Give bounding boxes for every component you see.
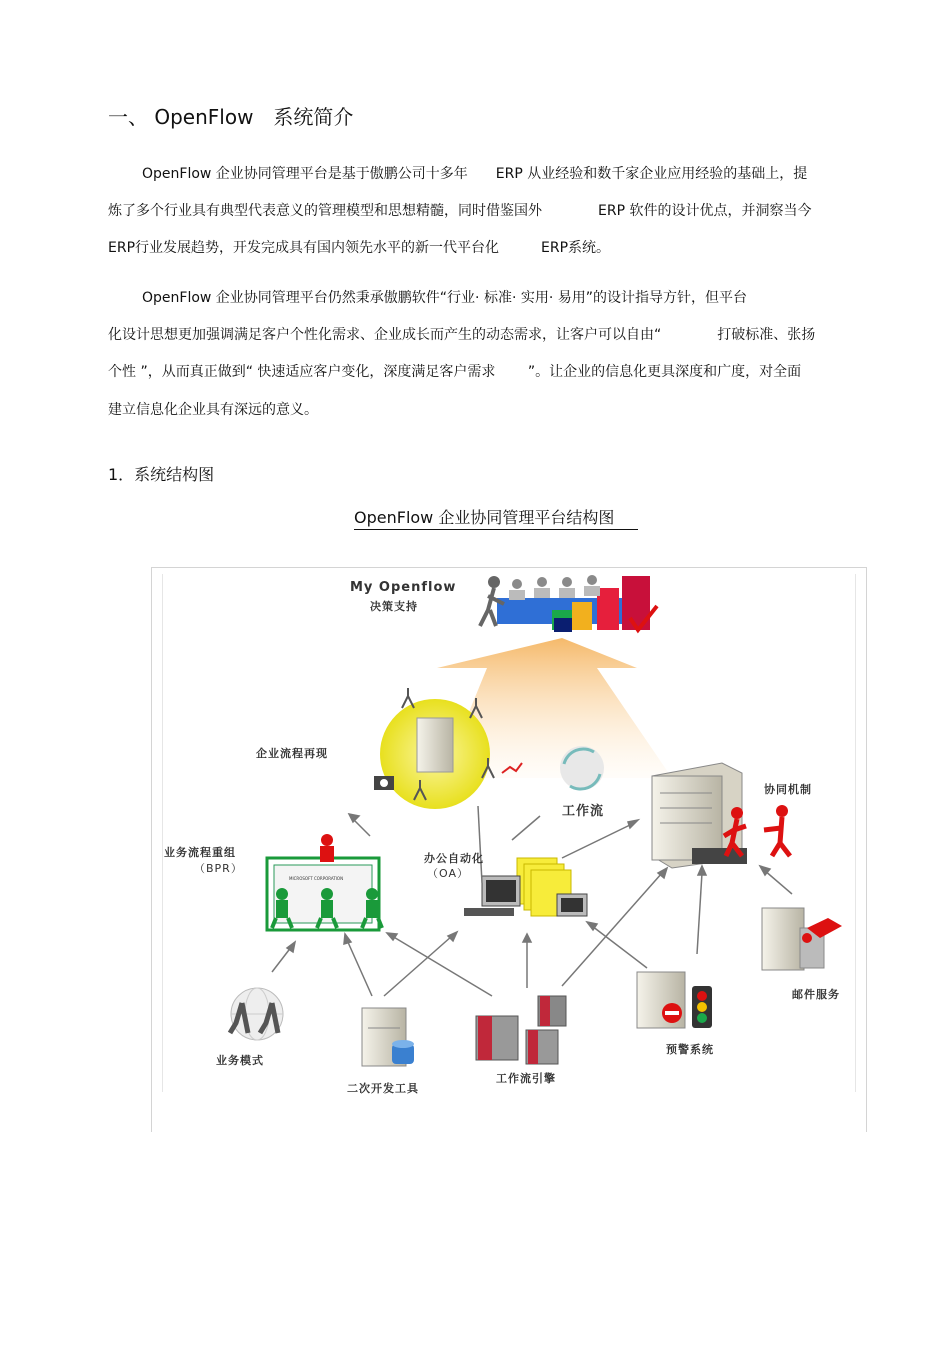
page-heading: 一、 OpenFlow 系统简介: [108, 105, 354, 129]
paragraph2-line3: 个性 ”，从而真正做到“ 快速适应客户变化，深度满足客户需求 ”。让企业的信息化更具深度和广度，对全面: [108, 364, 802, 380]
architecture-diagram: [151, 567, 867, 1132]
workflow-icon: [560, 746, 604, 790]
section-heading: 1．系统结构图: [108, 465, 215, 484]
label-decision-support: 决策支持: [370, 600, 418, 613]
label-microsoft: MICROSOFT CORPORATION: [289, 876, 344, 881]
label-my-openflow: My Openflow: [350, 580, 457, 595]
label-process-reengineering: 企业流程再现: [256, 747, 328, 760]
business-model-icon: [230, 988, 283, 1040]
collaboration-server: [652, 763, 790, 868]
paragraph2-line2: 化设计思想更加强调满足客户个性化需求、企业成长而产生的动态需求，让客户可以自由“ 打破标准、张扬: [108, 327, 816, 343]
label-bpr: 业务流程重组: [164, 846, 236, 859]
paragraph2-line4: 建立信息化企业具有深远的意义。: [108, 402, 318, 418]
label-workflow-engine: 工作流引擎: [496, 1072, 556, 1085]
label-oa-abbr: （OA）: [427, 867, 469, 880]
mail-service-icon: [762, 908, 842, 970]
paragraph1-line1: OpenFlow 企业协同管理平台是基于傲鹏公司十多年 ERP 从业经验和数千家企业应用经验的基础上，提: [142, 166, 808, 182]
oa-icon: [464, 858, 587, 916]
alert-system-icon: [637, 972, 712, 1028]
label-oa: 办公自动化: [424, 852, 484, 865]
label-business-model: 业务模式: [216, 1054, 264, 1067]
diagram-graphics: [152, 568, 868, 1133]
label-collaboration: 协同机制: [764, 783, 812, 796]
workflow-engine-icon: [476, 996, 566, 1064]
decision-support-chart: [480, 575, 657, 632]
paragraph1-line3: ERP行业发展趋势，开发完成具有国内领先水平的新一代平台化 ERP系统。: [108, 240, 611, 256]
dev-tools-icon: [362, 1008, 414, 1066]
label-workflow: 工作流: [562, 804, 605, 819]
paragraph1-line2: 炼了多个行业具有典型代表意义的管理模型和思想精髓，同时借鉴国外 ERP 软件的设计优点，并洞察当今: [108, 203, 812, 219]
paragraph2-line1: OpenFlow 企业协同管理平台仍然秉承傲鹏软件“行业· 标准· 实用· 易用”的设计指导方针，但平台: [142, 290, 748, 306]
label-alert-system: 预警系统: [666, 1043, 714, 1056]
label-bpr-abbr: （BPR）: [194, 862, 243, 875]
label-mail-service: 邮件服务: [792, 988, 840, 1001]
bpr-icon: [267, 834, 382, 930]
label-dev-tools: 二次开发工具: [347, 1082, 419, 1095]
figure-title: OpenFlow 企业协同管理平台结构图: [354, 507, 638, 530]
